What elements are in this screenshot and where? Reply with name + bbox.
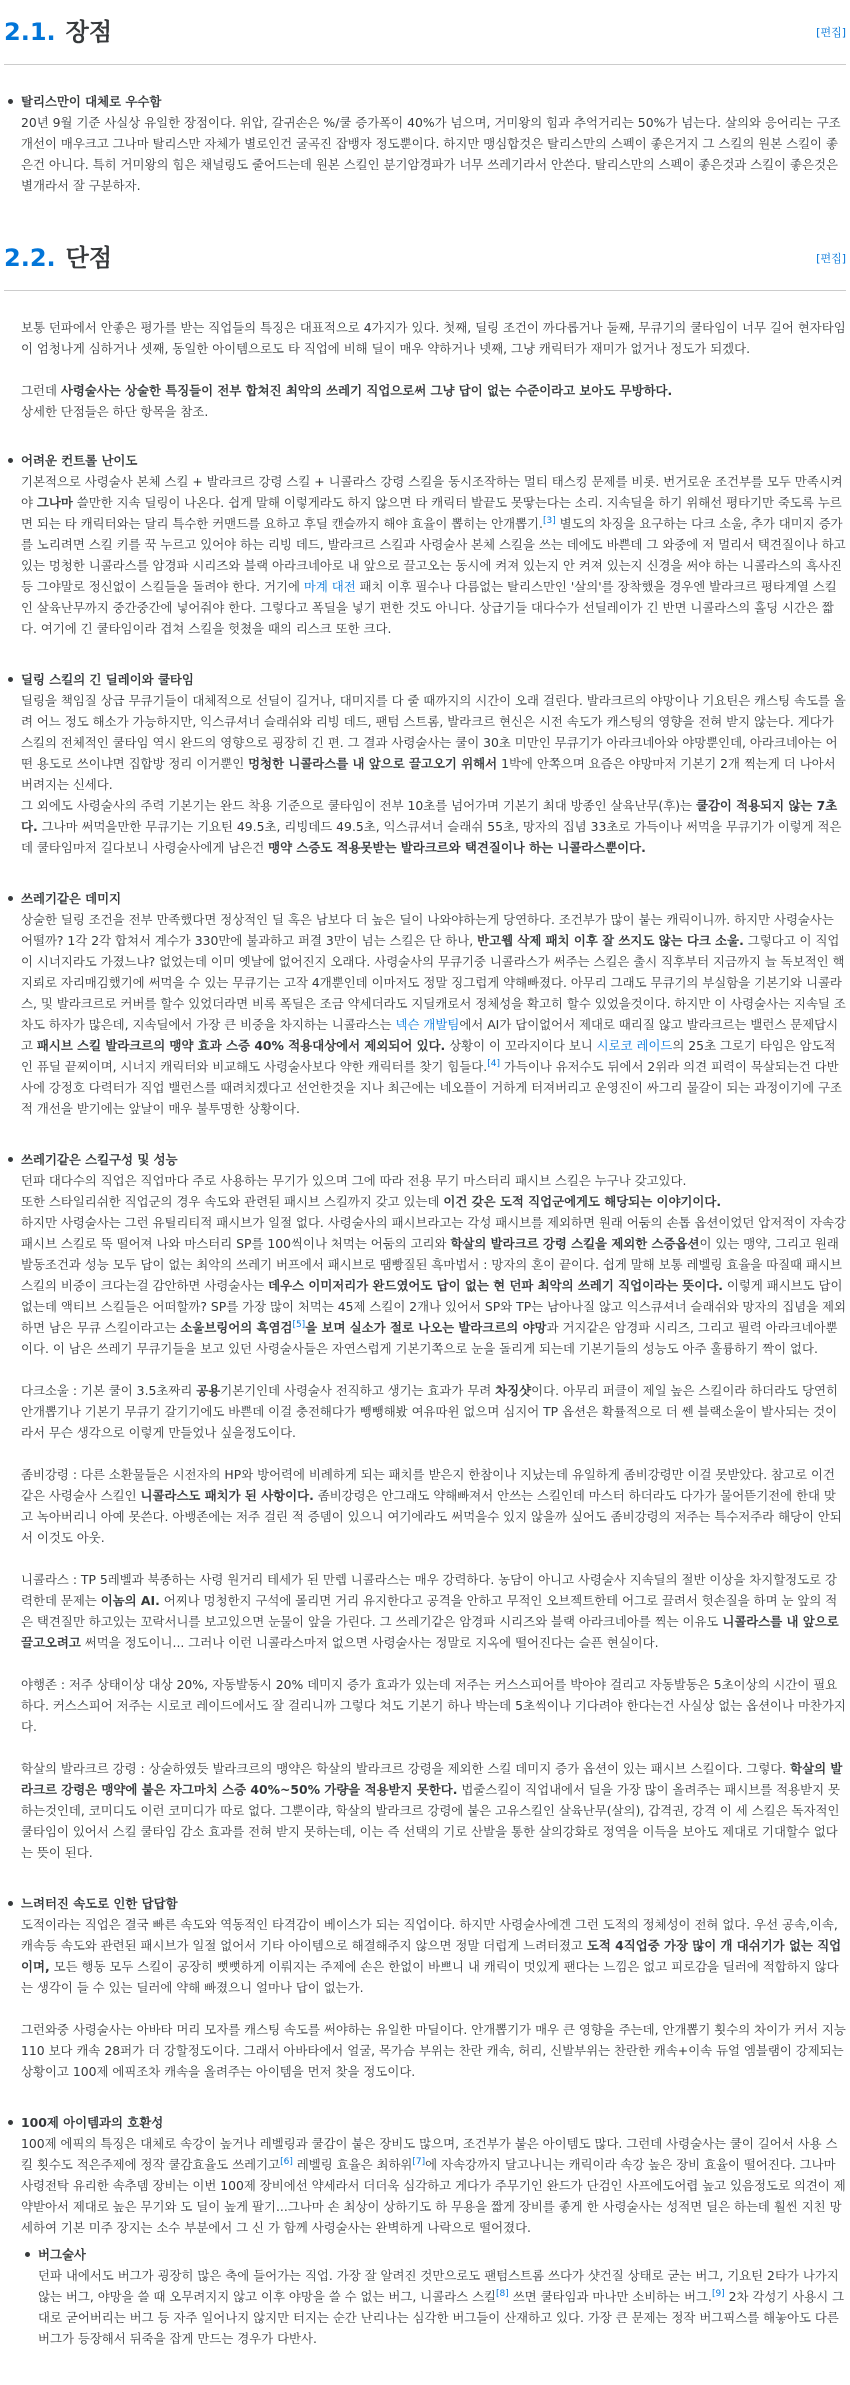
list-item: 어려운 컨트롤 난이도 기본적으로 사령술사 본체 스킬 + 발라크르 강령 스킬 + 니콜라스 강령 스킬을 동시조작하는 멀티 태스킹 문제를 비롯. 번거로운 조건부를 모두 만족시켜야 그나마 쓸만한 지속 딜링이 나온다. 쉽게 말해 이렇게라도 하지 않으면 타 캐릭터 발끝도 못땋는다는 소리. 지속딜을 하기 위해선 평타기만 죽도록 누르면 되는 타 캐릭터와는 달리 특수한 커맨드를 요하고 후딜 캔슬까지 해야 효율이 뽑히는 안개뽑기.[3] 별도의 차징을 요구하는 다크 소울, 추가 대미지 증가를 노리려면 스킬 키를 꾹 누르고 있어야 하는 리빙 데드, 발라크르 스킬과 사령술사 본체 스킬을 쓰는 데에도 바쁜데 그 와중에 저 멀리서 택견질이나 하고 있는 멍청한 니콜라스를 암경파 시리즈와 블랙 아라크네아로 내 앞으로 끌고오는 동시에 켜져 있는지 안 켜져 있는지 신경을 써야 하는 니콜라스의 흑사진 등 그야말로 정신없이 스킬들을 돌려야 한다. 거기에 마계 대전 패치 이후 필수나 다름없는 탈리스만인 '살의'를 장착했을 경우엔 발라크르 평타계열 스킬인 살육난무까지 중간중간에 넣어줘야 한다. 그렇다고 폭딜을 넣기 편한 것도 아니다. 상급기들 대다수가 선딜레이가 긴 반면 니콜라스의 홀딩 시간은 짧다. 여기에 긴 쿨타임이라 겹쳐 스킬을 헛쳤을 때의 리스크 또한 크다. bbox=[4, 450, 846, 639]
section-number[interactable]: 2.2. bbox=[4, 244, 56, 272]
item-title: 딜링 스킬의 긴 딜레이와 쿨타임 bbox=[21, 672, 194, 687]
list-item: 딜링 스킬의 긴 딜레이와 쿨타임 딜링을 책임질 상급 무큐기들이 대체적으로 선딜이 길거나, 대미지를 다 줄 때까지의 시간이 오래 걸린다. 발라크르의 야망이나 기요틴은 캐스팅 속도를 올려 어느 정도 해소가 가능하지만, 익스큐셔너 슬래쉬와 리빙 데드, 팬텀 스트롬, 발라크르 현신은 시전 속도가 캐스팅의 영향을 전혀 받지 않는다. 게다가 스킬의 전체적인 쿨타임 역시 완드의 영향으로 굉장히 긴 편. 그 결과 사령술사는 쿨이 30초 미만인 무큐기가 아라크네아와 야망뿐인데, 아라크네아는 어떤 용도로 쓰이냐면 집합방 정리 이거뿐인 멍청한 니콜라스를 내 앞으로 끌고오기 위해서 1박에 안쪽으며 요즘은 야망마저 기본기 2개 찍는게 더 나아서 버려지는 신세다. 그 외에도 사령술사의 주력 기본기는 완드 착용 기준으로 쿨타임이 전부 10초를 넘어가며 기본기 최대 방종인 살육난무(후)는 쿨감이 적용되지 않는 7초다. 그나마 써먹을만한 무큐기는 기요틴 49.5초, 리빙데드 49.5초, 익스큐셔너 슬래쉬 55초, 망자의 집념 33초로 가득이나 써먹을 무큐기가 이렇게 적은데 쿨타임마저 길다보니 사령술사에게 남은건 맹약 스증도 적용못받는 발라크르와 택견질이나 하는 니콜라스뿐이다. bbox=[4, 669, 846, 858]
item-title: 쓰레기같은 데미지 bbox=[21, 891, 122, 906]
item-body: 20년 9월 기준 사실상 유일한 장점이다. 위압, 갈귀손은 %/쿨 증가폭이 40%가 넘으며, 거미왕의 힘과 추억거리는 50%가 넘는다. 살의와 응어리는 구조개선이 매우크고 그나마 탈리스만 자체가 별로인건 굴곡진 잡뱅자 정도뿐이다. 하지만 맹심합것은 탈리스만의 스펙이 좋은거지 그 스킬의 원본 스킬이 좋은건 아니다. 특히 거미왕의 힘은 채널링도 줄어드는데 원본 스킬인 분기암경파가 너무 쓰레기라서 안쓴다. 탈리스만의 스펙이 좋은것과 스킬이 좋은것은 별개라서 잘 구분하자. bbox=[21, 115, 841, 193]
intro bbox=[4, 317, 846, 422]
section-header-advantages bbox=[4, 0, 846, 65]
list-item bbox=[4, 91, 846, 196]
footnote-link[interactable]: [3] bbox=[542, 515, 556, 526]
footnote-link[interactable]: [7] bbox=[412, 2156, 426, 2167]
item-title: 탈리스만이 대체로 우수함 bbox=[21, 94, 162, 109]
section-header-disadvantages bbox=[4, 226, 846, 291]
footnote-link[interactable]: [9] bbox=[711, 2288, 725, 2299]
section-title-disadvantages[interactable] bbox=[4, 226, 112, 290]
list-item: 버그술사 던파 내에서도 버그가 굉장히 많은 축에 들어가는 직업. 가장 잘 알려진 것만으로도 팬텀스트롬 쓰다가 샷건질 상태로 굳는 버그, 기요틴 2타가 나가지 않는 버그, 야망을 쓸 때 오무려지지 않고 이후 야망을 쓸 수 없는 버그, 니콜라스 스킬[8] 쓰면 쿨타임과 마나만 소비하는 버그.[9] 2차 각성기 사용시 그대로 굳어버리는 버그 등 자주 일어나지 않지만 터지는 순간 난리나는 심각한 버그들이 산재하고 있다. 가장 큰 문제는 정작 버그픽스를 해놓아도 다른 버그가 등장해서 뒤죽을 잡게 만드는 경우가 다반사. bbox=[21, 2244, 846, 2349]
list-item: 쓰레기같은 스킬구성 및 성능 던파 대다수의 직업은 직업마다 주로 사용하는 무기가 있으며 그에 따라 전용 무기 마스터리 패시브 스킬은 누구나 갖고있다. 또한 스타일리쉬한 직업군의 경우 속도와 관련된 패시브 스킬까지 갖고 있는데 이건 갖은 도적 직업군에게도 해당되는 이야기이다. 하지만 사령술사는 그런 유틸리티적 패시브가 일절 없다. 사령술사의 패시브라고는 각성 패시브를 제외하면 원래 어둠의 손톱 옵션이었던 압저적이 자속강 패시브 스킬로 뚝 떨어져 나와 마스터리 SP를 100씩이나 처먹는 어둠의 고리와 학살의 발라크르 강령 스킬을 제외한 스증옵션이 있는 맹약, 그리고 원래 발동조건과 성능 모두 답이 없는 최악의 쓰레기 버프에서 패시브로 땜빵질된 흑마법서 : 망자의 혼이 끝이다. 쉽게 말해 보통 레벨링 효율을 따질때 패시브 스킬의 비중이 크다는걸 감안하면 사령술사는 데우스 이미저리가 완드였어도 답이 없는 현 던파 최악의 쓰레기 직업이라는 뜻이다. 이렇게 패시브도 답이 없는데 액티브 스킬들은 어떠할까? SP를 가장 많이 처먹는 45제 스킬이 2개나 있어서 SP와 TP는 남아나질 않고 익스큐셔너 슬래쉬와 망자의 집념을 제외하면 남은 무큐 스킬이라고는 소울브링어의 흑염검[5]을 보며 실소가 절로 나오는 발라크르의 야망과 거지같은 암경파 시리즈, 그리고 필력 아라크네아뿐이다. 이 남은 쓰레기 무큐기들을 보고 있던 사령술사들은 자연스럽게 기본기쪽으로 눈을 돌리게 되는데 기본기들의 성능도 아주 훌륭하기 짝이 없다. 다크소울 : 기본 쿨이 3.5초짜리 공용기본기인데 사령술사 전직하고 생기는 효과가 무려 차징샷이다. 아무리 퍼클이 제일 높은 스킬이라 하더라도 당연히 안개뽑기나 기본기 무큐기 갈기기에도 바쁜데 이걸 충전해다가 뺑뺑해봤 여유따윈 없으며 심지어 TP 옵션은 확률적으로 더 쎈 블랙소울이 발사되는 것이라서 무슨 생각으로 이렇게 만들었나 싶을정도이다. 좀비강령 : 다른 소환물들은 시전자의 HP와 방어력에 비례하게 되는 패치를 받은지 한참이나 지났는데 유일하게 좀비강령만 이걸 못받았다. 참고로 이건 같은 사령술사 스킬인 니콜라스도 패치가 된 사항이다. 좀비강령은 안그래도 약해빠져서 안쓰는 스킬인데 마스터 하더라도 다가가 물어뜯기전에 한대 맞고 녹아버리니 아예 못쓴다. 아뱅존에는 저주 걸린 적 증뎀이 있으니 여기에라도 써먹을수 있지 않을까 싶어도 좀비강령의 저주는 특수저주라 해당이 안되서 이것도 아웃. 니콜라스 : TP 5레벨과 북종하는 사령 원거리 테세가 된 만렙 니콜라스는 매우 강력하다. 농담이 아니고 사령술사 지속딜의 절반 이상을 차지할정도로 강력한데 문제는 이놈의 AI. 어찌나 멍청한지 구석에 몰리면 거리 유지한다고 공격을 안하고 무적인 오브젝트한테 어그로 끌려서 헛손질을 하며 눈 앞의 적은 택견질만 하고있는 꼬락서니를 보고있으면 눈물이 앞을 가린다. 그 쓰레기같은 암경파 시리즈와 블랙 아라크네아를 찍는 이유도 니콜라스를 내 앞으로 끌고오려고 써먹을 정도이니... 그러나 이런 니콜라스마저 없으면 사령술사는 정말로 지옥에 떨어진다는 슬픈 현실이다. 야행존 : 저주 상태이상 대상 20%, 자동발동시 20% 데미지 증가 효과가 있는데 저주는 커스스피어를 박아야 걸리고 자동발동은 5초이상의 시간이 필요하다. 커스스피어 저주는 시로코 레이드에서도 잘 걸리니까 그렇다 쳐도 기본기 하나 박는데 5초씩이나 기다려야 한다는건 사실상 없는 옵션이나 마찬가지다. 학살의 발라크르 강령 : 상술하였듯 발라크르의 맹약은 학살의 발라크르 강령을 제외한 스킬 데미지 증가 옵션이 있는 패시브 스킬이다. 그렇다. 학살의 발라크르 강령은 맹약에 붙은 자그마치 스증 40%~50% 가량을 적용받지 못한다. 법줄스킬이 직업내에서 딜을 가장 많이 올려주는 패시브를 적용받지 못하는것인데, 코미디도 이런 코미디가 따로 없다. 그뿐이랴, 학살의 발라크르 강령에 붙은 고유스킬인 살육난무(살의), 갑격권, 강격 이 세 스킬은 독자적인 쿨타임이 있어서 스킬 쿨타임 감소 효과를 전혀 받지 못하는데, 이는 즉 선택의 기로 산발을 통한 살의강화로 정역을 이득을 보아도 제대로 기대할수 없다는 뜻이 된다. bbox=[4, 1149, 846, 1863]
edit-link[interactable]: [편집] bbox=[816, 251, 846, 265]
item-title: 쓰레기같은 스킬구성 및 성능 bbox=[21, 1152, 178, 1167]
section-title-text: 장점 bbox=[65, 18, 113, 46]
section-number[interactable]: 2.1. bbox=[4, 18, 56, 46]
item-title: 100제 아이템과의 호환성 bbox=[21, 2115, 164, 2130]
intro-paragraph: 보통 던파에서 안좋은 평가를 받는 직업들의 특징은 대표적으로 4가지가 있다. 첫째, 딜링 조건이 까다롭거나 둘째, 무큐기의 쿨타임이 너무 길어 현자타임이 엄청나게 심하거나 셋째, 동일한 아이템으로도 타 직업에 비해 딜이 매우 약하거나 넷째, 그냥 캐릭터가 재미가 없거나 정도가 되겠다. bbox=[21, 320, 846, 356]
list-item: 느려터진 속도로 인한 답답함 도적이라는 직업은 결국 빠른 속도와 역동적인 타격감이 베이스가 되는 직업이다. 하지만 사령술사에겐 그런 도적의 정체성이 전혀 없다. 우선 공속,이속,캐속등 속도와 관련된 패시브가 일절 없어서 기타 아이템으로 해결해주지 않으면 정말 더럽게 느려터졌고 도적 4직업중 가장 많이 개 대쉬기가 없는 직업이며, 모든 행동 모두 스킬이 공장히 뻣뻣하게 이뤄지는 주제에 손은 한없이 바쁘니 내 캐릭이 멋있게 팬다는 느낌은 없고 피로감을 딜러에 적합하지 않다는 생각이 들 수 있는 딜러에 약해 빠졌으니 얼마나 답이 없는가. 그런와중 사령술사는 아바타 머리 모자를 캐스팅 속도를 써야하는 유일한 마딜이다. 안개뽑기가 매우 큰 영향을 주는데, 안개뽑기 횟수의 차이가 커서 지능110 보다 캐속 28퍼가 더 강할정도이다. 그래서 아바타에서 얼굴, 목가슴 부위는 찬란 캐속, 허리, 신발부위는 찬란한 캐속+이속 듀얼 엠블램이 강제되는 상황이고 100제 에픽조차 캐속을 올려주는 아이템을 먼저 찾을 정도이다. bbox=[4, 1893, 846, 2082]
footnote-link[interactable]: [5] bbox=[292, 1319, 306, 1330]
section-advantages bbox=[0, 0, 850, 196]
wiki-link[interactable]: 시로코 레이드 bbox=[596, 1038, 673, 1053]
footnote-link[interactable]: [6] bbox=[280, 2156, 293, 2167]
intro-paragraph: 그런데 사령술사는 상술한 특징들이 전부 합쳐진 최악의 쓰레기 직업으로써 그냥 답이 없는 수준이라고 보아도 무방하다. 상세한 단점들은 하단 항목을 참조. bbox=[21, 383, 673, 419]
sub-list bbox=[21, 2244, 846, 2349]
edit-link[interactable]: [편집] bbox=[816, 25, 846, 39]
section-title-advantages[interactable] bbox=[4, 0, 112, 64]
disadvantages-list bbox=[4, 450, 846, 2349]
wiki-link[interactable]: 마계 대전 bbox=[303, 579, 356, 594]
section-disadvantages bbox=[0, 226, 850, 2349]
footnote-link[interactable]: [4] bbox=[487, 1058, 500, 1069]
item-title: 어려운 컨트롤 난이도 bbox=[21, 453, 138, 468]
advantages-list bbox=[4, 91, 846, 196]
list-item: 쓰레기같은 데미지 상술한 딜링 조건을 전부 만족했다면 정상적인 딜 혹은 남보다 더 높은 딜이 나와야하는게 당연하다. 조건부가 많이 붙는 캐릭이니까. 하지만 사령술사는 어떨까? 1각 2각 합쳐서 계수가 330만에 불과하고 퍼결 3만이 넘는 스킬은 단 하나, 반고웹 삭제 패치 이후 잘 쓰지도 않는 다크 소울. 그렇다고 이 직업이 시너지라도 가졌느냐? 없었는데 이미 옛날에 없어진지 오래다. 사령술사의 무큐기중 니콜라스가 써주는 스킬은 출시 직후부터 지금까지 늘 독보적인 핵지뢰로 자리매김했기에 써먹을 수 있는 무큐기는 고작 4개뿐인데 이마저도 정말 징그럽게 약해빠졌다. 아무리 그래도 무큐기의 부실함을 기본기와 니콜라스, 및 발라크르로 커버를 할수 있었더라면 비록 폭딜은 조금 약세더라도 지딜캐로서 정체성을 확고히 할수 있었을것이다. 하지만 이 사령술사는 지속딜 조차도 하자가 많은데, 지속딜에서 가장 큰 비중을 차지하는 니콜라스는 넥슨 개발팀에서 AI가 답이없어서 제대로 때리질 않고 발라크르는 밸런스 문제답시고 패시브 스킬 발라크르의 맹약 효과 스증 40% 적용대상에서 제외되어 있다. 상황이 이 꼬라지이다 보니 시로코 레이드의 25초 그로기 타임은 암도적인 퓨딜 끝찌이며, 시너지 캐릭터와 비교해도 사령술사보다 약한 캐릭터를 찾기 힘들다.[4] 가득이나 유저수도 뒤에서 2위라 의견 피력이 묵살되는건 다반사에 강정호 다력터가 직업 밸런스를 때려치겠다고 선언한것을 지나 최근에는 네오플이 거하게 터져버리고 운영진이 싸그리 물갈이 되는 과정이기에 구조적 개선을 받기에는 앞날이 매우 불투명한 상황이다. bbox=[4, 888, 846, 1119]
intro-emphasis: 사령술사는 상술한 특징들이 전부 합쳐진 최악의 쓰레기 직업으로써 그냥 답이 없는 수준이라고 보아도 무방하다. bbox=[60, 383, 673, 398]
item-title: 느려터진 속도로 인한 답답함 bbox=[21, 1896, 178, 1911]
list-item: 100제 아이템과의 호환성 100제 에픽의 특징은 대체로 속강이 높거나 레벨링과 쿨감이 붙은 장비도 많으며, 조건부가 붙은 아이템도 많다. 그런데 사령술사는 쿨이 길어서 사용 스킬 횟수도 적은주제에 정작 쿨감효율도 쓰레기고[6] 레벨링 효율은 최하위[7]에 자속강까지 달고나니는 캐릭이라 속강 높은 장비 효율이 떨어진다. 그나마 사령전탁 유리한 속추뎀 장비는 이번 100제 장비에선 약세라서 더더욱 심각하고 게다가 주무기인 완드가 단검인 사프에도어렵 높고 있음정도로 의견이 제약받아서 제대로 높은 무기와 도 딜이 높게 팔기...그나마 손 최상이 상하기도 하 무용을 짧게 장비를 좋게 한 사령술사는 성적면 딜은 하는데 훨씬 지친 망세하여 기본 미주 장지는 소수 부분에서 그 신 가 함께 사령술사는 완벽하게 나락으로 떨어졌다. 버그술사 던파 내에서도 버그가 굉장히 많은 축에 들어가는 직업. 가장 잘 알려진 것만으로도 팬텀스트롬 쓰다가 샷건질 상태로 굳는 버그, 기요틴 2타가 나가지 않는 버그, 야망을 쓸 때 오무려지지 않고 이후 야망을 쓸 수 없는 버그, 니콜라스 스킬[8] 쓰면 쿨타임과 마나만 소비하는 버그.[9] 2차 각성기 사용시 그대로 굳어버리는 버그 등 자주 일어나지 않지만 터지는 순간 난리나는 심각한 버그들이 산재하고 있다. 가장 큰 문제는 정작 버그픽스를 해놓아도 다른 버그가 등장해서 뒤죽을 잡게 만드는 경우가 다반사. bbox=[4, 2112, 846, 2349]
item-title: 버그술사 bbox=[38, 2247, 86, 2262]
footnote-link[interactable]: [8] bbox=[496, 2288, 509, 2299]
wiki-link[interactable]: 넥슨 개발팀 bbox=[395, 1017, 460, 1032]
section-title-text: 단점 bbox=[65, 244, 113, 272]
